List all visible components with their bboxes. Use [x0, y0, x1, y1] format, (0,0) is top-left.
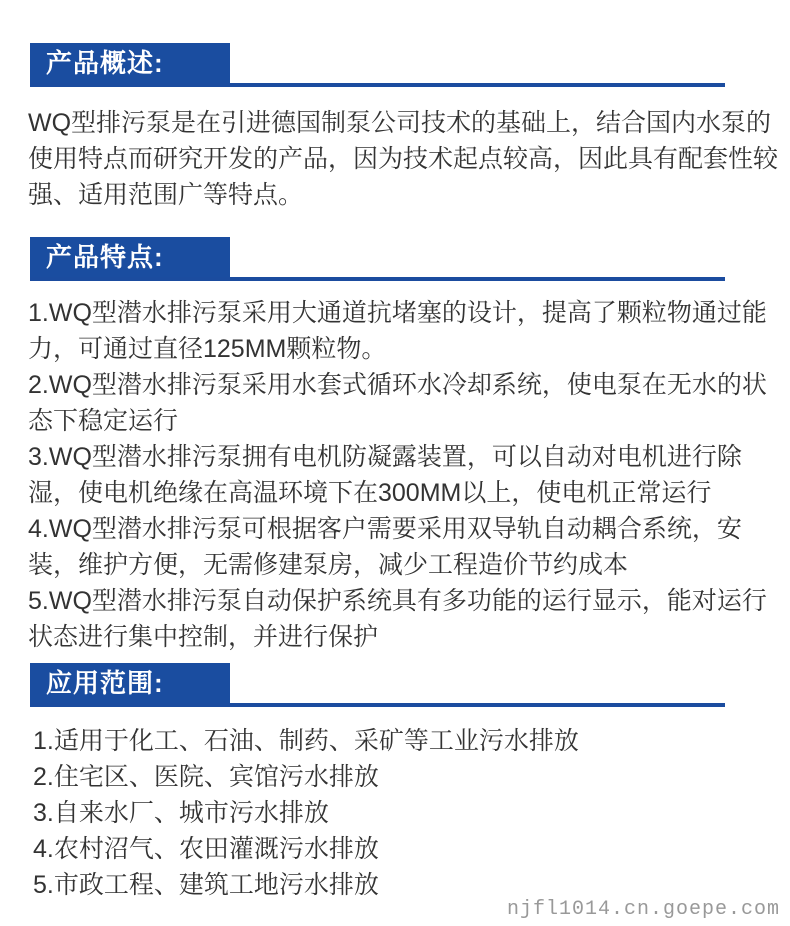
- watermark-text: njfl1014.cn.goepe.com: [506, 898, 780, 921]
- section-header-features: [30, 237, 725, 281]
- application-item: 2.住宅区、医院、宾馆污水排放: [33, 763, 379, 791]
- feature-item: 1.WQ型潜水排污泵采用大通道抗堵塞的设计，提高了颗粒物通过能力，可通过直径125MM颗粒物。: [28, 299, 767, 363]
- application-item: 5.市政工程、建筑工地污水排放: [33, 871, 379, 899]
- feature-item: 2.WQ型潜水排污泵采用水套式循环水冷却系统，使电泵在无水的状态下稳定运行: [28, 371, 767, 435]
- section-title-features: 产品特点:: [30, 237, 230, 277]
- application-list: [33, 723, 778, 903]
- feature-item: 4.WQ型潜水排污泵可根据客户需要采用双导轨自动耦合系统，安装，维护方便，无需修建泵房，减少工程造价节约成本: [28, 515, 742, 579]
- application-item: 4.农村沼气、农田灌溉污水排放: [33, 835, 379, 863]
- section-title-applications: 应用范围:: [30, 663, 230, 703]
- overview-paragraph: WQ型排污泵是在引进德国制泵公司技术的基础上，结合国内水泵的使用特点而研究开发的产品，因为技术起点较高，因此具有配套性较强、适用范围广等特点。: [28, 109, 779, 209]
- feature-item: 3.WQ型潜水排污泵拥有电机防凝露装置，可以自动对电机进行除湿，使电机绝缘在高温环境下在300MM以上，使电机正常运行: [28, 443, 742, 507]
- section-header-applications: [30, 663, 725, 707]
- application-item: 1.适用于化工、石油、制药、采矿等工业污水排放: [33, 727, 579, 755]
- feature-item: 5.WQ型潜水排污泵自动保护系统具有多功能的运行显示，能对运行状态进行集中控制，并进行保护: [28, 587, 767, 651]
- feature-list: [28, 295, 778, 655]
- section-title-overview: 产品概述:: [30, 43, 230, 83]
- section-header-overview: [30, 43, 725, 87]
- application-item: 3.自来水厂、城市污水排放: [33, 799, 329, 827]
